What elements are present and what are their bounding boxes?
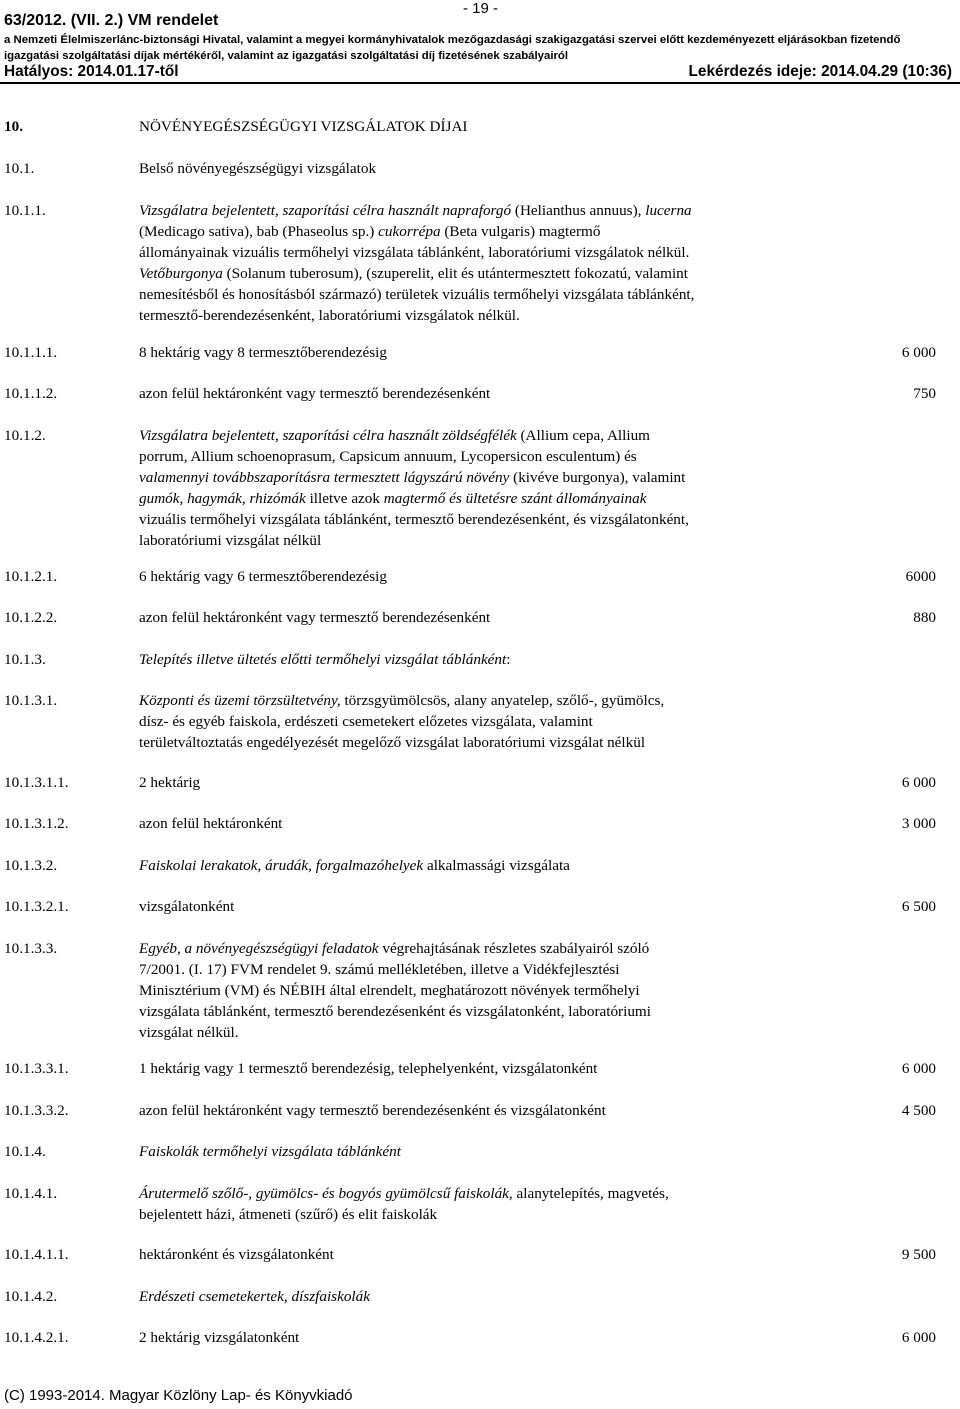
fee-amount: 6 500 bbox=[901, 898, 936, 915]
fee-amount: 6000 bbox=[905, 568, 936, 585]
fee-amount: 4 500 bbox=[901, 1102, 936, 1119]
item-text: azon felül hektáronként vagy termesztő berendezésenként bbox=[139, 609, 491, 626]
item-text: vizsgálatonként bbox=[139, 898, 235, 915]
fee-amount: 880 bbox=[913, 609, 936, 626]
text-run: 7/2001. (I. 17) FVM rendelet 9. számú mellékletében, illetve a Vidékfejlesztési bbox=[139, 961, 620, 978]
item-number: 10.1.3.2. bbox=[4, 857, 58, 874]
italic-phrase: Vetőburgonya bbox=[139, 265, 223, 282]
item-number: 10.1.3.2.1. bbox=[4, 898, 69, 915]
text-run: vizuális termőhelyi vizsgálata táblánként, termesztő berendezésenként, és vizsgálatonként, bbox=[139, 511, 689, 528]
item-number: 10.1.2.1. bbox=[4, 568, 58, 585]
item-text bbox=[139, 938, 799, 1043]
text-run: vizsgálat nélkül. bbox=[139, 1024, 239, 1041]
fee-amount: 6 000 bbox=[901, 344, 936, 361]
item-text: azon felül hektáronként bbox=[139, 815, 283, 832]
text-run: nemesítésből és honosításból származó) területek vizuális termőhelyi vizsgálata táblánként, bbox=[139, 286, 695, 303]
document-subtitle-line-2: igazgatási szolgáltatási díjak mértékéről, valamint az igazgatási szolgáltatási díj fizetésének szabályairól bbox=[4, 50, 569, 62]
item-number: 10.1.2. bbox=[4, 427, 46, 444]
fee-amount: 750 bbox=[913, 385, 936, 402]
text-run: termesztő-berendezésenként, laboratóriumi vizsgálatok nélkül. bbox=[139, 307, 520, 324]
document-title: 63/2012. (VII. 2.) VM rendelet bbox=[4, 12, 219, 29]
document-subtitle-line-1: a Nemzeti Élelmiszerlánc-biztonsági Hivatal, valamint a megyei kormányhivatalok mezőgazdasági szakigazgatási szervei előtt kezdeményezett eljárásokban fizetendő bbox=[4, 34, 901, 46]
text-run: porrum, Allium schoenoprasum, Capsicum annuum, Lycopersicon esculentum) és bbox=[139, 448, 637, 465]
item-number: 10.1.4.2. bbox=[4, 1288, 58, 1305]
italic-phrase: Központi és üzemi törzsültetvény, bbox=[139, 692, 341, 709]
italic-phrase: lucerna bbox=[645, 202, 692, 219]
fee-amount: 3 000 bbox=[901, 815, 936, 832]
header-rule bbox=[0, 82, 960, 84]
item-number: 10.1.3.3.2. bbox=[4, 1102, 69, 1119]
text-run: bejelentett házi, átmeneti (szűrő) és elit faiskolák bbox=[139, 1206, 438, 1223]
item-text: 8 hektárig vagy 8 termesztőberendezésig bbox=[139, 344, 387, 361]
italic-phrase: Egyéb, a növényegészségügyi feladatok bbox=[139, 940, 379, 957]
item-text: azon felül hektáronként vagy termesztő berendezésenként bbox=[139, 385, 491, 402]
footer-copyright: (C) 1993-2014. Magyar Közlöny Lap- és Könyvkiadó bbox=[4, 1387, 353, 1404]
effective-date: Hatályos: 2014.01.17-től bbox=[4, 63, 179, 80]
item-text: 6 hektárig vagy 6 termesztőberendezésig bbox=[139, 568, 387, 585]
item-number: 10.1.3.3. bbox=[4, 940, 58, 957]
italic-phrase: gumók, hagymák, rhizómák bbox=[139, 490, 306, 507]
item-number: 10.1.1.2. bbox=[4, 385, 58, 402]
fee-amount: 6 000 bbox=[901, 774, 936, 791]
status-row bbox=[4, 63, 956, 81]
page-number: - 19 - bbox=[463, 0, 499, 17]
subsection-title: Belső növényegészségügyi vizsgálatok bbox=[139, 160, 377, 177]
text-run: (Medicago sativa), bab (Phaseolus sp.) bbox=[139, 223, 379, 240]
item-text: Erdészeti csemetekertek, díszfaiskolák bbox=[139, 1288, 370, 1305]
item-number: 10.1.3. bbox=[4, 651, 46, 668]
item-text bbox=[139, 855, 789, 876]
item-text: 1 hektárig vagy 1 termesztő berendezésig, telephelyenként, vizsgálatonként bbox=[139, 1060, 598, 1077]
text-run: laboratóriumi vizsgálat nélkül bbox=[139, 532, 322, 549]
italic-phrase: Árutermelő szőlő-, gyümölcs- és bogyós gyümölcsű faiskolák bbox=[139, 1185, 509, 1202]
item-number: 10.1.1. bbox=[4, 202, 46, 219]
item-number: 10.1.3.1.2. bbox=[4, 815, 69, 832]
item-text bbox=[139, 690, 799, 753]
item-number: 10.1.1.1. bbox=[4, 344, 58, 361]
text-run: vizsgálata táblánként, termesztő berendezésenként és vizsgálatonként, laboratóriumi bbox=[139, 1003, 651, 1020]
item-number: 10.1.3.1.1. bbox=[4, 774, 69, 791]
fee-amount: 9 500 bbox=[901, 1246, 936, 1263]
text-run: (Helianthus annuus), bbox=[511, 202, 646, 219]
text-run: (kivéve burgonya), valamint bbox=[509, 469, 686, 486]
text-run: állományainak vizuális termőhelyi vizsgálata táblánként, laboratóriumi vizsgálatok nélkül. bbox=[139, 244, 690, 261]
italic-phrase: Vizsgálatra bejelentett, szaporítási célra használt napraforgó bbox=[139, 202, 512, 219]
item-text bbox=[139, 200, 799, 326]
text-run: dísz- és egyéb faiskola, erdészeti csemetekert előzetes vizsgálata, valamint bbox=[139, 713, 593, 730]
italic-phrase: Vizsgálatra bejelentett, szaporítási célra használt zöldségfélék bbox=[139, 427, 517, 444]
italic-phrase: magtermő és ültetésre szánt állományainak bbox=[383, 490, 647, 507]
subsection-number: 10.1. bbox=[4, 160, 35, 177]
text-run: illetve azok bbox=[305, 490, 384, 507]
text-run: : bbox=[506, 651, 511, 668]
fee-amount: 6 000 bbox=[901, 1329, 936, 1346]
item-text bbox=[139, 649, 789, 670]
item-number: 10.1.4.1.1. bbox=[4, 1246, 69, 1263]
section-title: NÖVÉNYEGÉSZSÉGÜGYI VIZSGÁLATOK DÍJAI bbox=[139, 118, 468, 135]
text-run: alkalmassági vizsgálata bbox=[423, 857, 570, 874]
item-text: azon felül hektáronként vagy termesztő berendezésenként és vizsgálatonként bbox=[139, 1102, 606, 1119]
item-text: 2 hektárig vizsgálatonként bbox=[139, 1329, 300, 1346]
text-run: (Beta vulgaris) magtermő bbox=[440, 223, 601, 240]
italic-phrase: Faiskolai lerakatok, árudák, forgalmazóhelyek bbox=[139, 857, 424, 874]
italic-phrase: valamennyi továbbszaporításra termesztett lágyszárú növény bbox=[139, 469, 510, 486]
text-run: (Solanum tuberosum), (szuperelit, elit és utántermesztett fokozatú, valamint bbox=[222, 265, 688, 282]
text-run: , alanytelepítés, magvetés, bbox=[508, 1185, 669, 1202]
item-number: 10.1.2.2. bbox=[4, 609, 58, 626]
item-number: 10.1.3.1. bbox=[4, 692, 58, 709]
fee-amount: 6 000 bbox=[901, 1060, 936, 1077]
item-text bbox=[139, 425, 799, 551]
italic-phrase: cukorrépa bbox=[378, 223, 441, 240]
section-number: 10. bbox=[4, 118, 23, 135]
text-run: területváltoztatás engedélyezését megelőző vizsgálat laboratóriumi vizsgálat nélkül bbox=[139, 734, 646, 751]
item-number: 10.1.4.1. bbox=[4, 1185, 58, 1202]
query-time: Lekérdezés ideje: 2014.04.29 (10:36) bbox=[688, 63, 952, 80]
item-number: 10.1.4. bbox=[4, 1143, 46, 1160]
item-text: 2 hektárig bbox=[139, 774, 201, 791]
text-run: törzsgyümölcsös, alany anyatelep, szőlő-, gyümölcs, bbox=[340, 692, 665, 709]
italic-phrase: Telepítés illetve ültetés előtti termőhelyi vizsgálat táblánként bbox=[139, 651, 507, 668]
item-text: hektáronként és vizsgálatonként bbox=[139, 1246, 334, 1263]
item-text: Faiskolák termőhelyi vizsgálata táblánként bbox=[139, 1143, 401, 1160]
item-text bbox=[139, 1183, 799, 1225]
item-number: 10.1.3.3.1. bbox=[4, 1060, 69, 1077]
text-run: (Allium cepa, Allium bbox=[516, 427, 650, 444]
item-number: 10.1.4.2.1. bbox=[4, 1329, 69, 1346]
text-run: Minisztérium (VM) és NÉBIH által elrendelt, meghatározott növények termőhelyi bbox=[139, 982, 640, 999]
text-run: végrehajtásának részletes szabályairól szóló bbox=[378, 940, 650, 957]
